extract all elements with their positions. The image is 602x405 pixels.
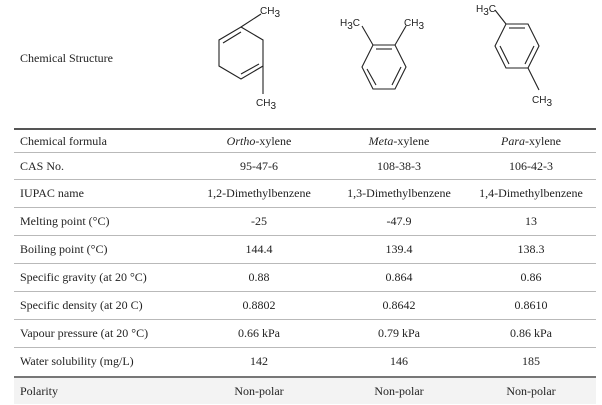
meta-right-methyl-label: CH3 <box>404 18 425 32</box>
para-value: Non-polar <box>506 383 556 398</box>
ortho-value: 142 <box>250 353 268 368</box>
para-value: 0.8610 <box>514 297 548 312</box>
para-benzene-ring <box>495 24 539 68</box>
meta-value: 108-38-3 <box>377 158 421 173</box>
chemical-structure-row <box>0 0 602 128</box>
meta-value: 146 <box>390 353 408 368</box>
meta-xylene-diagram <box>334 0 444 120</box>
table-row-iupac <box>14 179 596 206</box>
meta-xylene-structure <box>334 0 444 120</box>
ortho-value: 144.4 <box>245 241 273 256</box>
para-value: 1,4-Dimethylbenzene <box>479 185 583 200</box>
ortho-benzene-ring <box>219 27 263 79</box>
ortho-xylene-diagram <box>196 0 296 120</box>
ortho-value: Non-polar <box>234 383 284 398</box>
para-value: 106-42-3 <box>509 158 553 173</box>
table-row-cas <box>14 152 596 179</box>
ortho-value: 95-47-6 <box>240 158 278 173</box>
table-row-water-solubility <box>14 347 596 374</box>
header-chemical-formula: Chemical formula <box>20 133 107 148</box>
ortho-value: 0.88 <box>248 269 270 284</box>
chemical-structure-label: Chemical Structure <box>20 51 113 65</box>
para-value: 185 <box>522 353 540 368</box>
row-label: Melting point (°C) <box>20 213 110 228</box>
ortho-xylene-structure <box>196 0 296 120</box>
row-label: Boiling point (°C) <box>20 241 108 256</box>
header-para-xylene: Para -xylene <box>501 133 561 148</box>
ortho-value: 0.66 kPa <box>238 325 280 340</box>
table-row-polarity <box>14 376 596 404</box>
meta-value: -47.9 <box>386 213 412 228</box>
row-label: Polarity <box>20 383 58 398</box>
table-row-boiling-point <box>14 235 596 262</box>
table-row-melting-point <box>14 207 596 234</box>
para-value: 0.86 <box>520 269 542 284</box>
meta-value: 139.4 <box>385 241 413 256</box>
meta-value: 0.864 <box>385 269 413 284</box>
ortho-value: 1,2-Dimethylbenzene <box>207 185 311 200</box>
row-label: Specific density (at 20 C) <box>20 297 143 312</box>
meta-left-methyl-label: H3C <box>340 18 361 32</box>
para-value: 13 <box>525 213 537 228</box>
para-value: 138.3 <box>517 241 545 256</box>
table-row-vapour-pressure <box>14 319 596 346</box>
para-bottom-methyl-label: CH3 <box>532 95 553 109</box>
row-label: Specific gravity (at 20 °C) <box>20 269 147 284</box>
row-label: IUPAC name <box>20 185 84 200</box>
para-xylene-diagram <box>470 0 580 120</box>
table-header-row <box>14 128 596 152</box>
meta-value: 0.79 kPa <box>378 325 420 340</box>
meta-benzene-ring <box>362 45 406 89</box>
table-row-specific-density <box>14 291 596 318</box>
row-label: Water solubility (mg/L) <box>20 353 134 368</box>
header-ortho-xylene: Ortho -xylene <box>226 133 292 148</box>
meta-value: Non-polar <box>374 383 424 398</box>
ortho-top-methyl-label: CH3 <box>260 6 281 20</box>
ortho-value: 0.8802 <box>242 297 276 312</box>
para-xylene-structure <box>470 0 580 120</box>
row-label: CAS No. <box>20 158 65 173</box>
meta-value: 0.8642 <box>382 297 416 312</box>
row-label: Vapour pressure (at 20 °C) <box>20 325 149 340</box>
para-value: 0.86 kPa <box>510 325 552 340</box>
header-meta-xylene: Meta -xylene <box>368 133 430 148</box>
ortho-bottom-methyl-label: CH3 <box>256 98 277 112</box>
ortho-value: -25 <box>251 213 267 228</box>
table-row-specific-gravity <box>14 263 596 290</box>
para-top-methyl-label: H3C <box>476 4 497 18</box>
meta-value: 1,3-Dimethylbenzene <box>347 185 451 200</box>
